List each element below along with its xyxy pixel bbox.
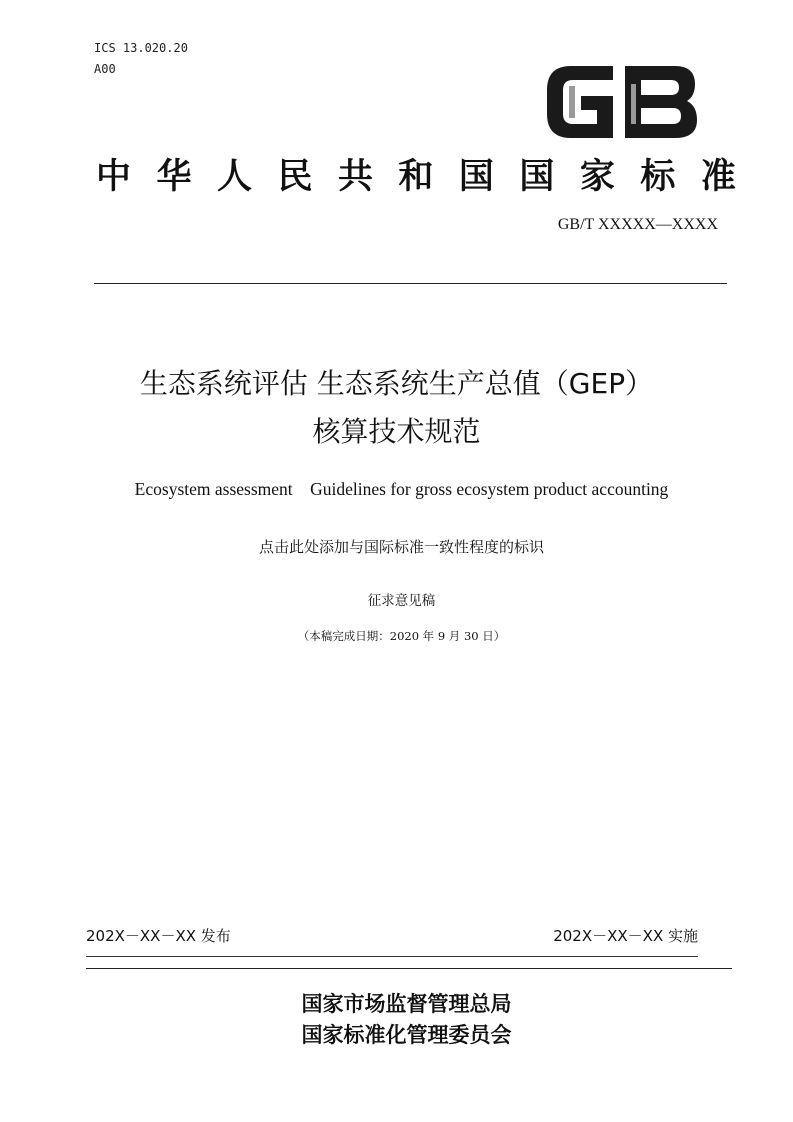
classification-code: A00 bbox=[94, 62, 116, 76]
standard-type-char: 华 bbox=[156, 156, 192, 197]
completion-date: （本稿完成日期：2020 年 9 月 30 日） bbox=[297, 629, 506, 643]
gb-logo bbox=[541, 60, 701, 144]
standard-type-char: 准 bbox=[700, 156, 736, 197]
draft-status: 征求意见稿 bbox=[367, 593, 436, 609]
issuer-line2: 国家标准化管理委员会 bbox=[301, 1023, 512, 1047]
gb-logo-b bbox=[625, 66, 697, 138]
gb-logo-g bbox=[547, 66, 613, 138]
publish-date: 202X－XX－XX 发布 bbox=[86, 927, 231, 945]
standard-type-text bbox=[96, 149, 736, 199]
standard-type-char: 国 bbox=[458, 156, 494, 197]
standard-type-char: 国 bbox=[519, 156, 555, 197]
standard-type-char: 民 bbox=[277, 156, 313, 197]
standard-number: GB/T XXXXX—XXXX bbox=[557, 216, 718, 233]
issuer-line1: 国家市场监督管理总局 bbox=[301, 992, 512, 1016]
footer-divider bbox=[86, 968, 732, 969]
conformity-note[interactable]: 点击此处添加与国际标准一致性程度的标识 bbox=[258, 538, 544, 556]
title-cn-line2: 核算技术规范 bbox=[312, 415, 481, 448]
ics-code: ICS 13.020.20 bbox=[94, 41, 188, 55]
standard-type-char: 共 bbox=[337, 156, 373, 197]
title-en: Ecosystem assessment Guidelines for gross ecosystem product accounting bbox=[134, 479, 669, 499]
header-divider bbox=[94, 283, 727, 284]
implement-date: 202X－XX－XX 实施 bbox=[553, 927, 698, 945]
standard-type-char: 标 bbox=[640, 156, 676, 197]
standard-type-title bbox=[96, 151, 736, 197]
standard-type-char: 家 bbox=[579, 156, 615, 197]
standard-type-char: 中 bbox=[96, 156, 132, 197]
footer-divider-thin bbox=[86, 956, 698, 957]
standard-type-char: 和 bbox=[398, 156, 434, 197]
standard-type-char: 人 bbox=[216, 156, 252, 197]
title-cn-line1: 生态系统评估 生态系统生产总值（GEP） bbox=[139, 367, 654, 400]
